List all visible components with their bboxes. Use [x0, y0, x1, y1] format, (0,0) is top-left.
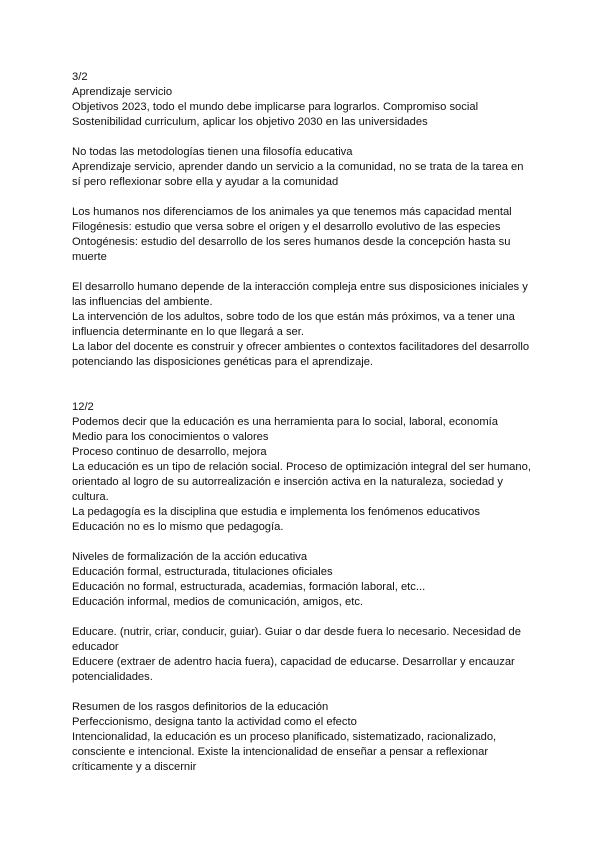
text-paragraph: La labor del docente es construir y ofrecer ambientes o contextos facilitadores del desarrollo potenciando las disposiciones genéticas para el aprendizaje. [72, 341, 530, 368]
text-line: Sostenibilidad curriculum, aplicar los objetivo 2030 en las universidades [72, 116, 428, 128]
text-line: Proceso continuo de desarrollo, mejora [72, 446, 267, 458]
text-paragraph: Ontogénesis: estudio del desarrollo de los seres humanos desde la concepción hasta su muerte [72, 236, 511, 263]
section-title: Aprendizaje servicio [72, 86, 173, 98]
text-paragraph: El desarrollo humano depende de la interacción compleja entre sus disposiciones iniciales y las influencias del ambiente. [72, 281, 528, 308]
text-line: Educación no es lo mismo que pedagogía. [72, 521, 284, 533]
notes-content [72, 70, 532, 775]
text-line: Los humanos nos diferenciamos de los animales ya que tenemos más capacidad mental [72, 206, 512, 218]
text-paragraph: Intencionalidad, la educación es un proceso planificado, sistematizado, racionalizado, consciente e intencional. Existe la intencionalidad de enseñar a pensar a reflexionar críticamente y a discernir [72, 731, 497, 773]
text-line: Filogénesis: estudio que versa sobre el origen y el desarrollo evolutivo de las especies [72, 221, 501, 233]
text-line: La pedagogía es la disciplina que estudia e implementa los fenómenos educativos [72, 506, 480, 518]
text-paragraph: Educere (extraer de adentro hacia fuera), capacidad de educarse. Desarrollar y encauzar potencialidades. [72, 656, 515, 683]
text-line: Educación no formal, estructurada, academias, formación laboral, etc... [72, 581, 426, 593]
text-line: Podemos decir que la educación es una herramienta para lo social, laboral, economía [72, 416, 498, 428]
text-paragraph: La intervención de los adultos, sobre todo de los que están más próximos, va a tener una influencia determinante en lo que llegará a ser. [72, 311, 515, 338]
section-date: 12/2 [72, 401, 94, 413]
text-paragraph: Aprendizaje servicio, aprender dando un servicio a la comunidad, no se trata de la tarea en sí pero reflexionar sobre ella y ayudar a la comunidad [72, 161, 524, 188]
text-line: Objetivos 2023, todo el mundo debe implicarse para lograrlos. Compromiso social [72, 101, 479, 113]
text-paragraph: La educación es un tipo de relación social. Proceso de optimización integral del ser humano, orientado al logro de su autorrealización e inserción activa en la naturaleza, sociedad y cultura. [72, 461, 531, 503]
text-line: No todas las metodologías tienen una filosofía educativa [72, 146, 353, 158]
section-date: 3/2 [72, 71, 88, 83]
text-paragraph: Educare. (nutrir, criar, conducir, guiar). Guiar o dar desde fuera lo necesario. Necesidad de educador [72, 626, 521, 653]
text-line: Educación formal, estructurada, titulaciones oficiales [72, 566, 333, 578]
text-line: Perfeccionismo, designa tanto la actividad como el efecto [72, 716, 357, 728]
text-line: Medio para los conocimientos o valores [72, 431, 269, 443]
text-line: Educación informal, medios de comunicación, amigos, etc. [72, 596, 364, 608]
section-heading: Resumen de los rasgos definitorios de la educación [72, 701, 329, 713]
section-heading: Niveles de formalización de la acción educativa [72, 551, 308, 563]
